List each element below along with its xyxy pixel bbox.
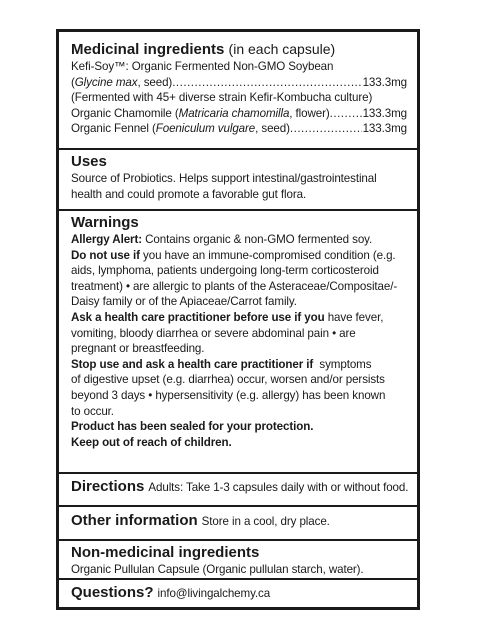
stop-use-label: Stop use and ask a health care practitioner if: [71, 357, 314, 371]
other-information-heading: Other information: [71, 512, 198, 529]
supplement-facts-label: [56, 29, 420, 610]
non-medicinal-section: [59, 544, 417, 578]
medicinal-heading: [71, 40, 407, 59]
kefi-line-1: Kefi-Soy™: Organic Fermented Non-GMO Soybean: [71, 60, 334, 73]
medicinal-ingredients-section: [59, 40, 417, 137]
section-divider: [59, 209, 417, 211]
dot-leader: [290, 121, 362, 137]
kefi-open-paren: (: [71, 75, 75, 89]
kefi-latin-name: Glycine max: [74, 75, 138, 89]
uses-line-2: health and could promote a favorable gut flora.: [71, 187, 307, 201]
chamomile-prefix: Organic Chamomile (: [71, 106, 179, 120]
stop-use-line-2: of digestive upset (e.g. diarrhea) occur, worsen and/or persists: [71, 373, 385, 387]
kefi-amount: 133.3mg: [362, 75, 407, 89]
questions-section: [59, 584, 417, 602]
ask-practitioner-line-1: [71, 310, 407, 326]
fennel-amount: 133.3mg: [362, 122, 407, 136]
non-medicinal-heading: Non-medicinal ingredients: [71, 544, 260, 561]
do-not-use-line-2: aids, lymphoma, patients undergoing long-term corticosteroid: [71, 264, 379, 278]
non-medicinal-text: Organic Pullulan Capsule (Organic pullulan starch, water).: [71, 563, 364, 576]
medicinal-heading-note: (in each capsule): [228, 41, 336, 57]
ask-practitioner-line-2: vomiting, bloody diarrhea or severe abdominal pain • are: [71, 326, 356, 340]
other-information-text: Store in a cool, dry place.: [201, 515, 330, 528]
section-divider: [59, 148, 417, 150]
medicinal-heading-text: Medicinal ingredients: [71, 41, 225, 58]
stop-use-line-3: beyond 3 days • hypersensitivity (e.g. allergy) has been known: [71, 388, 386, 402]
chamomile-line: [71, 106, 407, 122]
uses-heading: Uses: [71, 153, 107, 170]
questions-email: info@livingalchemy.ca: [157, 587, 271, 600]
ask-practitioner-label: Ask a health care practitioner before use if you: [71, 310, 325, 324]
chamomile-amount: 133.3mg: [362, 106, 407, 120]
fennel-latin-name: Foeniculum vulgare: [155, 122, 256, 136]
other-information-section: [59, 512, 417, 530]
warnings-heading: Warnings: [71, 214, 139, 231]
directions-text: Adults: Take 1-3 capsules daily with or without food.: [148, 481, 409, 494]
dot-leader: [330, 106, 362, 122]
stop-use-line-1: [71, 357, 407, 373]
fennel-line: [71, 121, 407, 137]
section-divider: [59, 472, 417, 474]
allergy-alert-label: Allergy Alert:: [71, 233, 142, 246]
do-not-use-line-4: Daisy family or of the Apiaceae/Carrot family.: [71, 295, 297, 309]
uses-section: [59, 153, 417, 202]
allergy-alert-text: Contains organic & non-GMO fermented soy.: [141, 233, 373, 246]
kefi-line-2: [71, 75, 407, 91]
warnings-section: [59, 214, 417, 450]
fennel-part: , seed): [255, 122, 290, 136]
kefi-culture-note: (Fermented with 45+ diverse strain Kefir-Kombucha culture): [71, 91, 373, 105]
section-divider: [59, 539, 417, 541]
ask-practitioner-text-1: have fever,: [324, 310, 384, 324]
kefi-part: , seed): [137, 75, 173, 89]
do-not-use-line-3: treatment) • are allergic to plants of the Asteraceae/Compositae/-: [71, 279, 398, 293]
dot-leader: [172, 75, 361, 91]
questions-heading: Questions?: [71, 584, 154, 601]
ask-practitioner-line-3: pregnant or breastfeeding.: [71, 342, 205, 356]
children-notice: Keep out of reach of children.: [71, 435, 232, 449]
do-not-use-line-1: [71, 248, 407, 264]
stop-use-text-1: symptoms: [313, 357, 372, 371]
allergy-alert: [71, 232, 407, 248]
do-not-use-label: Do not use if: [71, 248, 140, 262]
chamomile-part: , flower): [289, 106, 330, 120]
directions-section: [59, 478, 417, 496]
chamomile-latin-name: Matricaria chamomilla: [178, 106, 290, 120]
stop-use-line-4: to occur.: [71, 404, 114, 418]
do-not-use-text-1: you have an immune-compromised condition (e.g.: [139, 248, 396, 262]
section-divider: [59, 578, 417, 580]
directions-heading: Directions: [71, 478, 145, 495]
uses-line-1: Source of Probiotics. Helps support intestinal/gastrointestinal: [71, 172, 377, 185]
section-divider: [59, 505, 417, 507]
fennel-prefix: Organic Fennel (: [71, 122, 156, 136]
sealed-notice: Product has been sealed for your protection.: [71, 420, 314, 434]
